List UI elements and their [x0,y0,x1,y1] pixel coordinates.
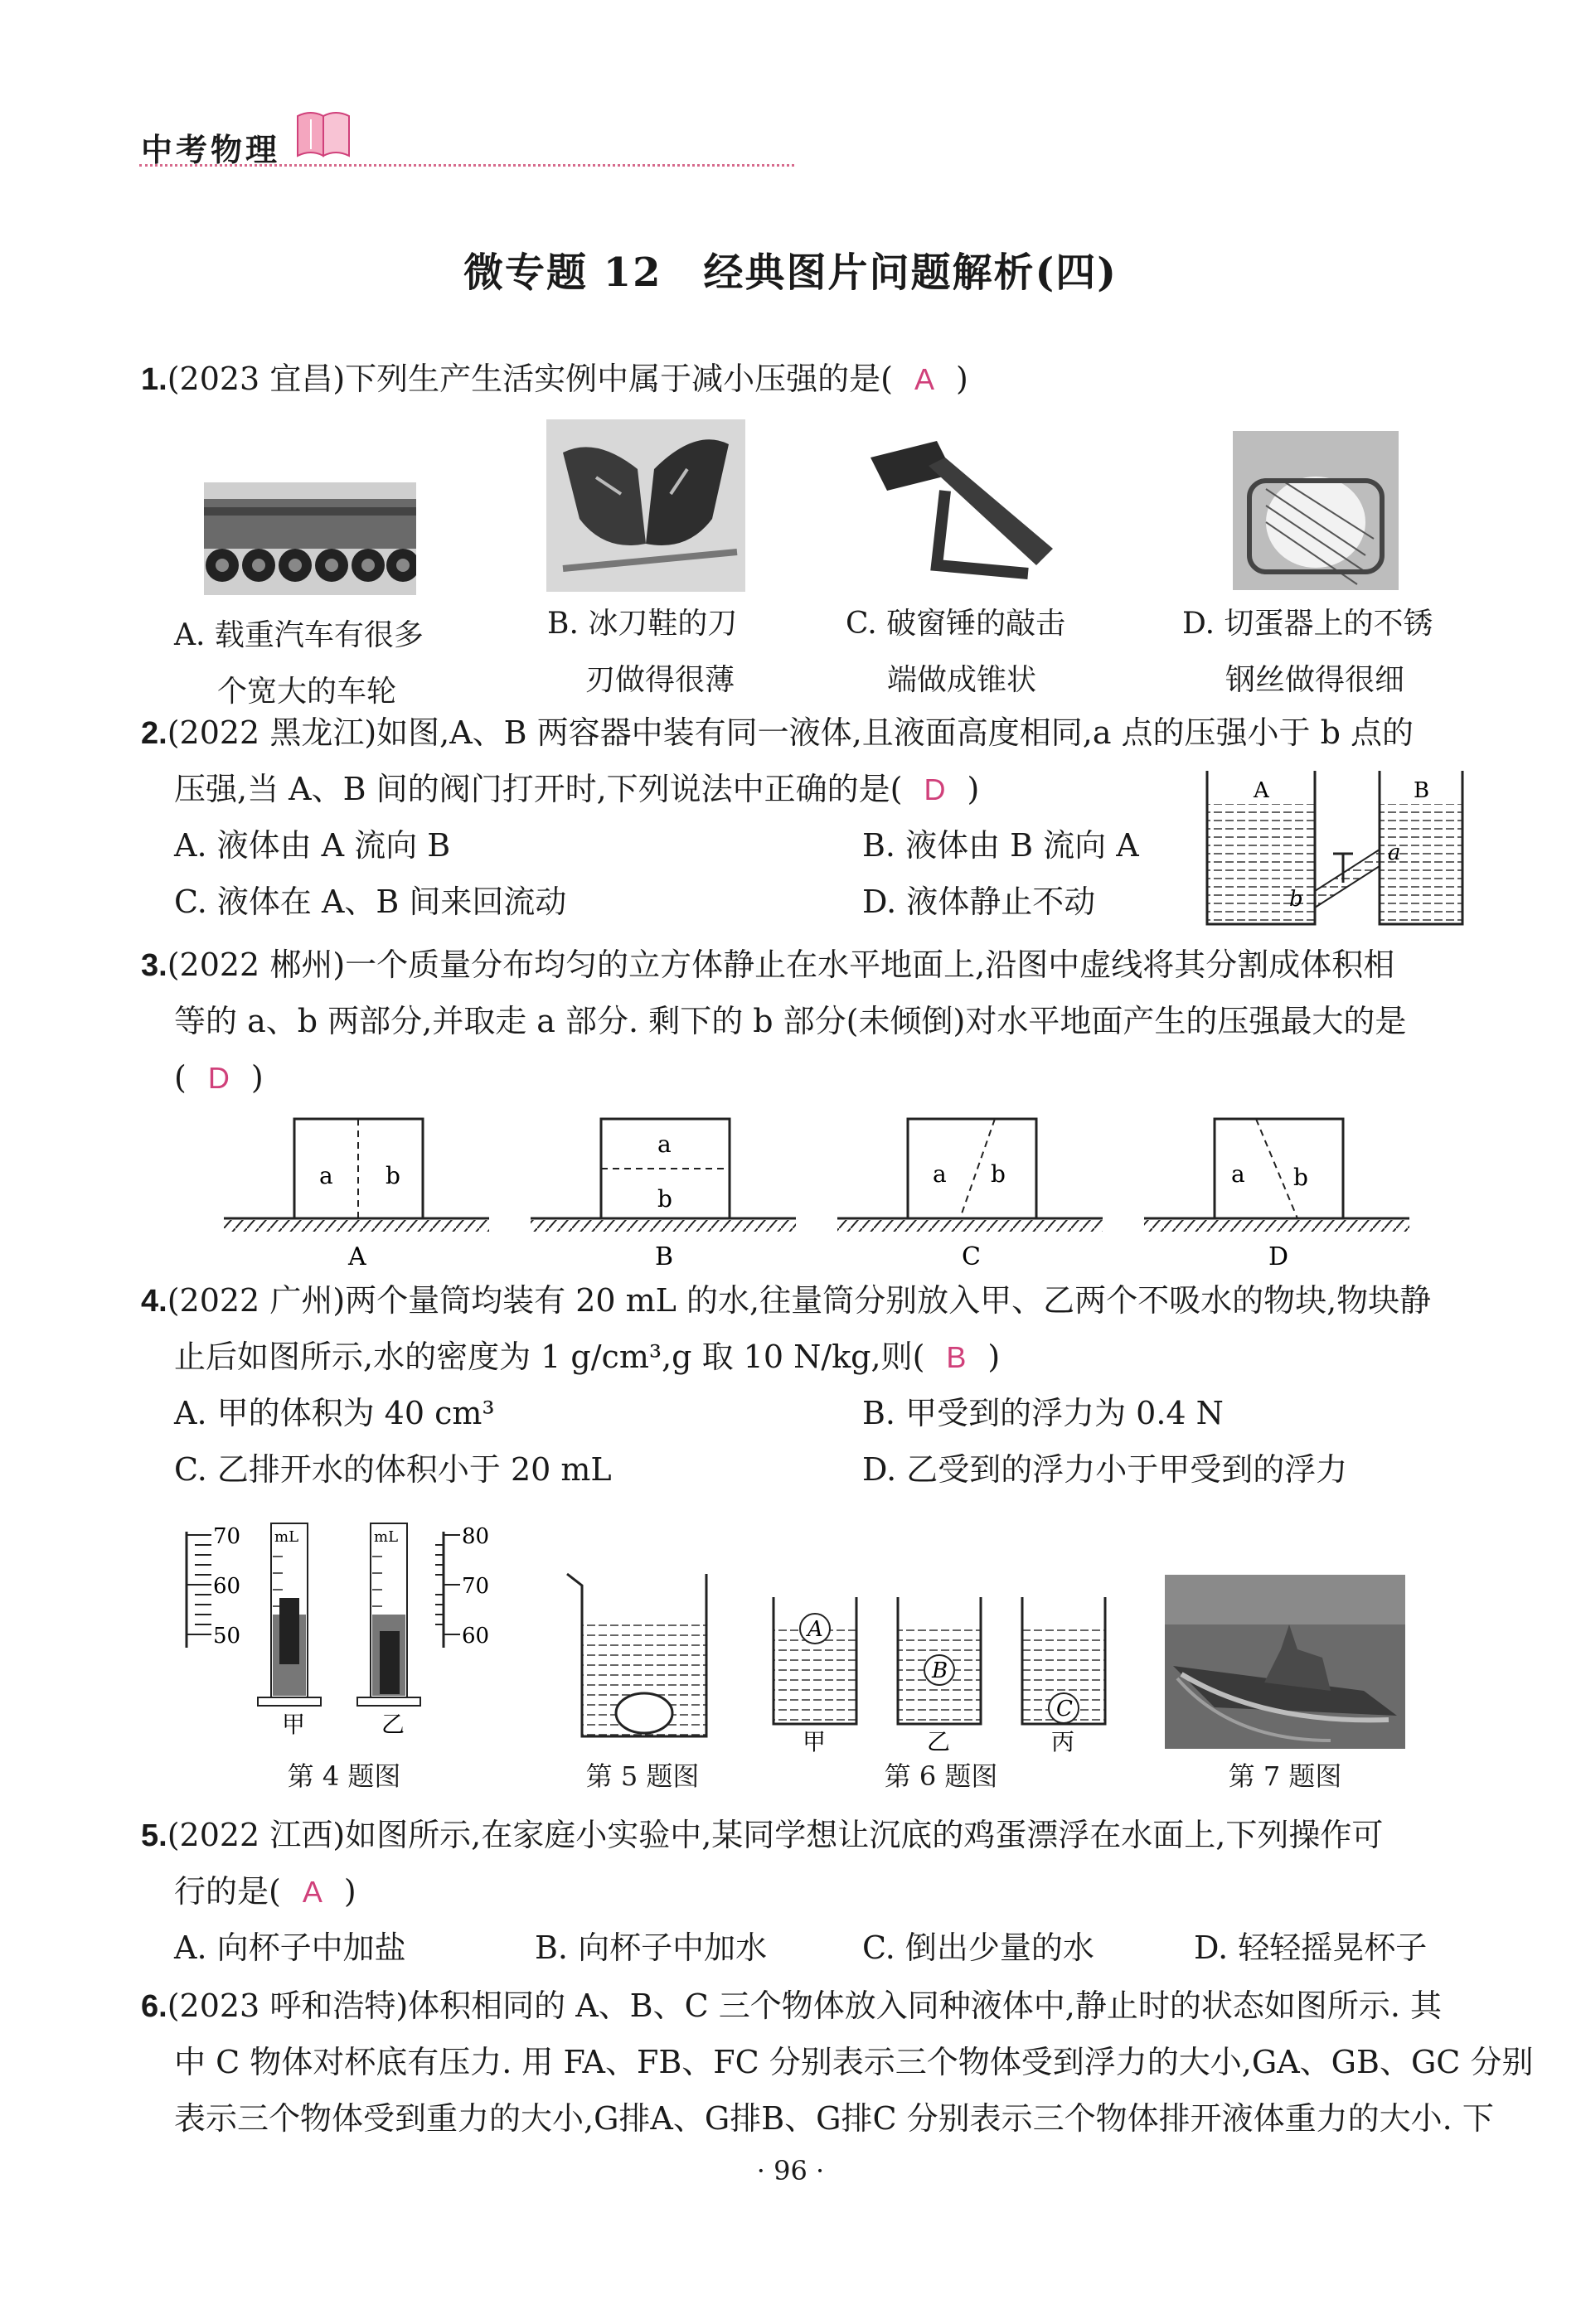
q2-containers-figure [1202,767,1467,932]
q1-answer: A [914,362,934,396]
svg-text:a: a [319,1162,333,1189]
q2-option-c: C. 液体在 A、B 间来回流动 [174,884,567,920]
svg-text:80: 80 [462,1524,490,1549]
egg-slicer-photo [1233,431,1399,590]
page-number: · 96 · [756,2155,825,2186]
svg-text:b: b [991,1160,1006,1188]
svg-text:mL: mL [274,1528,299,1546]
q6-line2: 中 C 物体对杯底有压力. 用 FA、FB、FC 分别表示三个物体受到浮力的大小,GA、GB、GC 分别 [174,2044,1534,2080]
q1-option-c-line1: C. 破窗锤的敲击 [846,607,1066,641]
q1-option-d-line2: 钢丝做得很细 [1225,663,1405,697]
q3-label-C: C [962,1242,981,1271]
q2-label-b: b [1289,887,1303,912]
q1-option-b-line2: 刃做得很薄 [585,663,735,697]
hammer-photo [862,424,1061,590]
fig7-caption: 第 7 题图 [1228,1760,1342,1792]
q4-cylinders-figure [178,1515,510,1739]
svg-text:60: 60 [213,1574,241,1599]
q3-answer: D [207,1061,230,1095]
q1-stem: 1.(2023 宜昌)下列生产生活实例中属于减小压强的是( A ) [141,361,968,397]
header-rule [139,164,794,167]
svg-text:70: 70 [213,1524,241,1549]
skate-photo [546,419,745,592]
q3-label-A: A [348,1242,366,1271]
q6-line1: 6.(2023 呼和浩特)体积相同的 A、B、C 三个物体放入同种液体中,静止时的状态如图所示. 其 [141,1988,1442,2024]
q2-answer: D [924,772,946,806]
q4-answer: B [946,1340,967,1374]
q3-fig-d [1144,1119,1409,1271]
q2-label-B: B [1414,778,1430,803]
ship-photo [1165,1575,1405,1749]
q5-line2: 行的是( A ) [174,1873,356,1910]
svg-text:b: b [1293,1164,1308,1191]
svg-text:mL: mL [374,1528,399,1546]
q6-label-bing: 丙 [1051,1728,1075,1753]
q3-fig-a [224,1119,489,1271]
q4-line1: 4.(2022 广州)两个量筒均装有 20 mL 的水,往量筒分别放入甲、乙两个不吸水的物块,物块静 [141,1282,1432,1319]
svg-text:60: 60 [462,1624,490,1649]
fig6-caption: 第 6 题图 [884,1760,998,1792]
q1-option-b-line1: B. 冰刀鞋的刀 [547,607,738,641]
q4-label-yi: 乙 [381,1711,405,1738]
svg-text:C: C [1056,1697,1073,1721]
svg-text:b: b [386,1162,400,1189]
q3-label-B: B [655,1242,674,1271]
q2-option-d: D. 液体静止不动 [862,884,1096,920]
fig5-caption: 第 5 题图 [585,1760,700,1792]
q1-option-c-line2: 端做成锥状 [887,663,1037,697]
q5-option-a: A. 向杯子中加盐 [174,1929,406,1966]
q6-label-jia: 甲 [803,1728,827,1753]
q5-option-c: C. 倒出少量的水 [862,1929,1094,1966]
q6-label-yi: 乙 [927,1728,951,1753]
q1-option-a-line1: A. 载重汽车有很多 [174,618,424,652]
q2-line2: 压强,当 A、B 间的阀门打开时,下列说法中正确的是( D ) [174,771,980,807]
q2-option-a: A. 液体由 A 流向 B [174,827,451,864]
q3-label-D: D [1268,1242,1289,1271]
q1-option-d-line1: D. 切蛋器上的不锈 [1182,607,1433,641]
svg-text:50: 50 [213,1624,241,1649]
q5-answer: A [302,1875,323,1909]
q6-containers-figure [767,1595,1115,1753]
q4-label-jia: 甲 [282,1711,306,1738]
svg-text:A: A [807,1617,823,1642]
q4-option-a: A. 甲的体积为 40 cm³ [174,1395,495,1431]
header-title: 中考物理 [141,132,281,168]
q1-option-a-line2: 个宽大的车轮 [217,675,397,709]
q2-label-A: A [1254,778,1269,803]
q3-fig-c [837,1119,1103,1271]
q5-line1: 5.(2022 江西)如图所示,在家庭小实验中,某同学想让沉底的鸡蛋漂浮在水面上,下列操作可 [141,1817,1384,1853]
truck-photo [204,482,416,595]
q3-fig-b [531,1119,796,1271]
q4-option-b: B. 甲受到的浮力为 0.4 N [862,1395,1224,1431]
q4-option-d: D. 乙受到的浮力小于甲受到的浮力 [862,1451,1348,1488]
q5-beaker-figure [564,1571,721,1745]
q5-option-d: D. 轻轻摇晃杯子 [1194,1929,1428,1966]
svg-text:a: a [933,1160,947,1188]
svg-text:a: a [1231,1160,1245,1188]
svg-text:b: b [657,1185,672,1213]
fig4-caption: 第 4 题图 [287,1760,401,1792]
svg-text:a: a [657,1131,672,1158]
q6-line3: 表示三个物体受到重力的大小,G排A、G排B、G排C 分别表示三个物体排开液体重力的大小. 下 [174,2100,1494,2137]
book-icon [294,108,352,159]
q2-line1: 2.(2022 黑龙江)如图,A、B 两容器中装有同一液体,且液面高度相同,a 点的压强小于 b 点的 [141,714,1414,751]
q3-cubes-figure [224,1109,1418,1275]
svg-text:70: 70 [462,1574,490,1599]
q2-label-a: a [1388,840,1401,865]
page-title: 微专题 12 经典图片问题解析(四) [463,249,1118,296]
q4-option-c: C. 乙排开水的体积小于 20 mL [174,1451,612,1488]
q2-option-b: B. 液体由 B 流向 A [862,827,1139,864]
q5-option-b: B. 向杯子中加水 [535,1929,768,1966]
q4-line2: 止后如图所示,水的密度为 1 g/cm³,g 取 10 N/kg,则( B ) [174,1339,1001,1375]
q3-line1: 3.(2022 郴州)一个质量分布均匀的立方体静止在水平地面上,沿图中虚线将其分割成体积相 [141,947,1395,983]
svg-text:B: B [932,1658,948,1683]
q3-answer-line: ( D ) [174,1059,264,1096]
q3-line2: 等的 a、b 两部分,并取走 a 部分. 剩下的 b 部分(未倾倒)对水平地面产生的压强最大的是 [174,1003,1407,1039]
